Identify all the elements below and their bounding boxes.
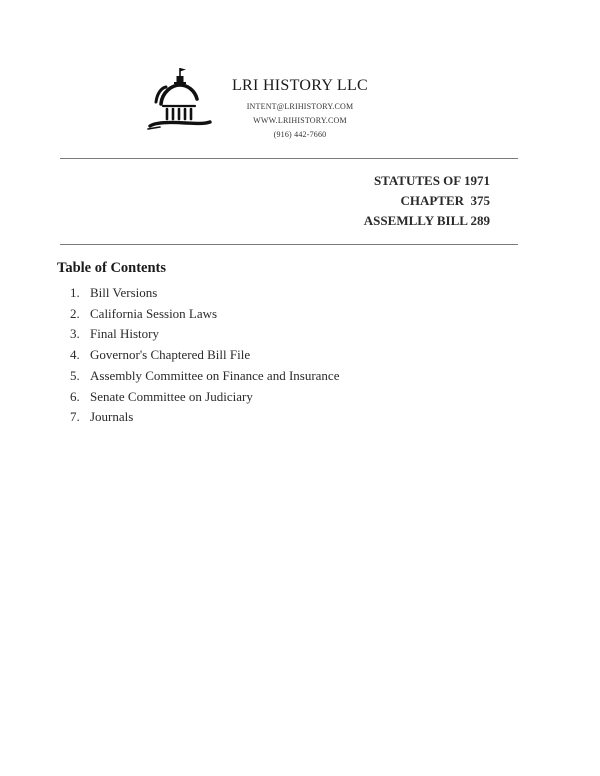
toc-item-number: 1. bbox=[70, 285, 80, 300]
capitol-dome-icon bbox=[142, 66, 214, 138]
toc-item-number: 4. bbox=[70, 347, 80, 363]
chapter-number: CHAPTER 375 bbox=[400, 193, 490, 208]
toc-title: Table of Contents bbox=[57, 260, 167, 276]
toc-item-number: 6. bbox=[70, 388, 80, 404]
toc-item bbox=[70, 345, 339, 366]
toc-item bbox=[70, 324, 339, 345]
toc-item-label: Journals bbox=[90, 409, 134, 425]
toc-item bbox=[70, 283, 339, 304]
top-divider bbox=[60, 158, 518, 159]
statutes-year: STATUTES OF 1971 bbox=[373, 173, 490, 188]
toc-item-label: Assembly Committee on Finance and Insurance bbox=[90, 367, 340, 383]
toc-item-label: Senate Committee on Judiciary bbox=[90, 388, 253, 404]
toc-item bbox=[70, 407, 339, 428]
toc-item-number: 3. bbox=[70, 326, 80, 342]
company-website: WWW.LRIHISTORY.COM bbox=[253, 116, 347, 125]
bottom-divider bbox=[60, 244, 518, 245]
toc-item bbox=[70, 366, 339, 387]
toc-item-number: 5. bbox=[70, 367, 80, 383]
company-block bbox=[220, 76, 380, 142]
statute-block bbox=[364, 171, 490, 231]
toc-item-label: Governor's Chaptered Bill File bbox=[90, 347, 251, 363]
toc-item bbox=[70, 304, 339, 325]
toc-item-label: California Session Laws bbox=[90, 305, 218, 321]
toc-item-number: 2. bbox=[70, 305, 80, 321]
company-email: INTENT@LRIHISTORY.COM bbox=[246, 102, 354, 111]
toc-item-number: 7. bbox=[70, 409, 80, 425]
toc-list bbox=[70, 283, 339, 428]
toc-item bbox=[70, 387, 339, 408]
company-name: LRI HISTORY LLC bbox=[231, 77, 369, 94]
bill-number: ASSEMLLY BILL 289 bbox=[363, 213, 490, 228]
toc-item-label: Bill Versions bbox=[90, 285, 158, 300]
toc-item-label: Final History bbox=[90, 326, 159, 342]
company-phone: (916) 442-7660 bbox=[273, 130, 327, 139]
